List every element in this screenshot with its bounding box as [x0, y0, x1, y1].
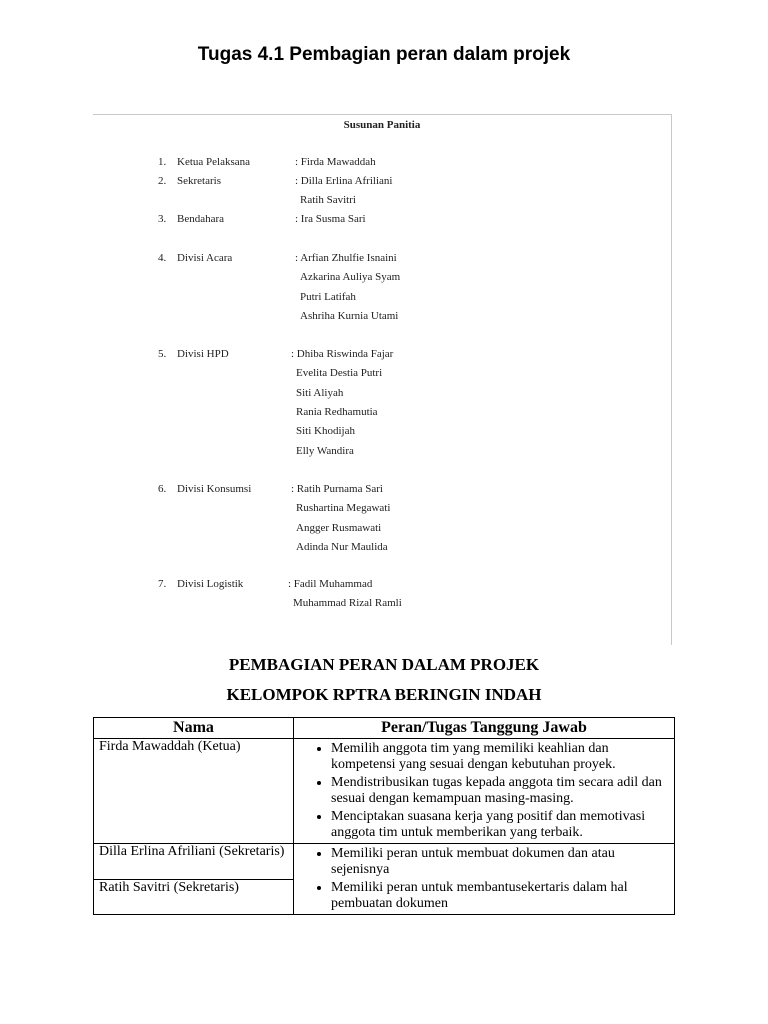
entry-role: Divisi HPD [177, 348, 229, 360]
entry-number: 7. [158, 578, 167, 590]
entry-number: 4. [158, 252, 167, 264]
entry-number: 1. [158, 156, 167, 168]
member-name: Ratih Savitri [300, 194, 356, 207]
entry-role: Sekretaris [177, 175, 221, 187]
header-peran: Peran/Tugas Tanggung Jawab [294, 718, 675, 739]
committee-structure-image [93, 114, 672, 645]
entry-role: Divisi Acara [177, 252, 233, 264]
entry-number: 6. [158, 483, 167, 495]
header-nama: Nama [94, 718, 294, 739]
task-item: • Memiliki peran untuk membantusekertaris dalam hal pembuatan dokumen [331, 880, 669, 912]
roles-table [93, 717, 675, 915]
name-cell: Ratih Savitri (Sekretaris) [94, 879, 294, 915]
name-cell: Dilla Erlina Afriliani (Sekretaris) [94, 844, 294, 880]
table-header-row [94, 718, 675, 739]
task-item: • Mendistribusikan tugas kepada anggota tim secara adil dan sesuai dengan kemampuan masing-masing. [331, 775, 669, 807]
tasks-cell [294, 844, 675, 915]
member-name: : Fadil Muhammad [288, 578, 373, 590]
member-name: Elly Wandira [296, 444, 354, 457]
member-name: : Arfian Zhulfie Isnaini [295, 252, 397, 264]
tasks-cell [294, 739, 675, 844]
task-item: • Memilih anggota tim yang memiliki keahlian dan kompetensi yang sesuai dengan kebutuhan proyek. [331, 741, 669, 773]
member-name: Rushartina Megawati [296, 502, 391, 515]
committee-title: Susunan Panitia [343, 119, 421, 131]
task-item: • Menciptakan suasana kerja yang positif dan memotivasi anggota tim untuk memberikan yang terbaik. [331, 809, 669, 841]
entry-role: Ketua Pelaksana [177, 156, 250, 168]
member-name: : Dhiba Riswinda Fajar [291, 348, 394, 360]
member-name: : Ira Susma Sari [295, 213, 366, 225]
section-subheading: KELOMPOK RPTRA BERINGIN INDAH [226, 685, 542, 704]
member-name: Azkarina Auliya Syam [300, 271, 401, 284]
entry-role: Divisi Logistik [177, 578, 244, 590]
member-name: Ashriha Kurnia Utami [300, 309, 399, 322]
member-name: : Firda Mawaddah [295, 156, 376, 168]
page-title: Tugas 4.1 Pembagian peran dalam projek [197, 44, 571, 65]
member-name: : Ratih Purnama Sari [291, 483, 383, 495]
member-name: Angger Rusmawati [296, 521, 382, 534]
table-row [94, 844, 675, 880]
task-item: • Memiliki peran untuk membuat dokumen dan atau sejenisnya [331, 846, 669, 878]
entry-role: Divisi Konsumsi [177, 483, 252, 495]
entry-number: 2. [158, 175, 167, 187]
member-name: Siti Aliyah [296, 386, 344, 399]
member-name: Adinda Nur Maulida [296, 540, 388, 553]
member-name: Evelita Destia Putri [296, 367, 383, 380]
task-list [299, 846, 669, 912]
name-cell: Firda Mawaddah (Ketua) [94, 739, 294, 844]
entry-role: Bendahara [177, 213, 225, 225]
member-name: Muhammad Rizal Ramli [293, 597, 402, 610]
section-heading: PEMBAGIAN PERAN DALAM PROJEK [228, 655, 540, 674]
table-row [94, 739, 675, 844]
task-list [299, 741, 669, 841]
member-name: Rania Redhamutia [296, 405, 378, 418]
member-name: : Dilla Erlina Afriliani [295, 175, 393, 187]
member-name: Siti Khodijah [296, 425, 355, 438]
member-name: Putri Latifah [300, 290, 356, 303]
entry-number: 3. [158, 213, 167, 225]
entry-number: 5. [158, 348, 167, 360]
